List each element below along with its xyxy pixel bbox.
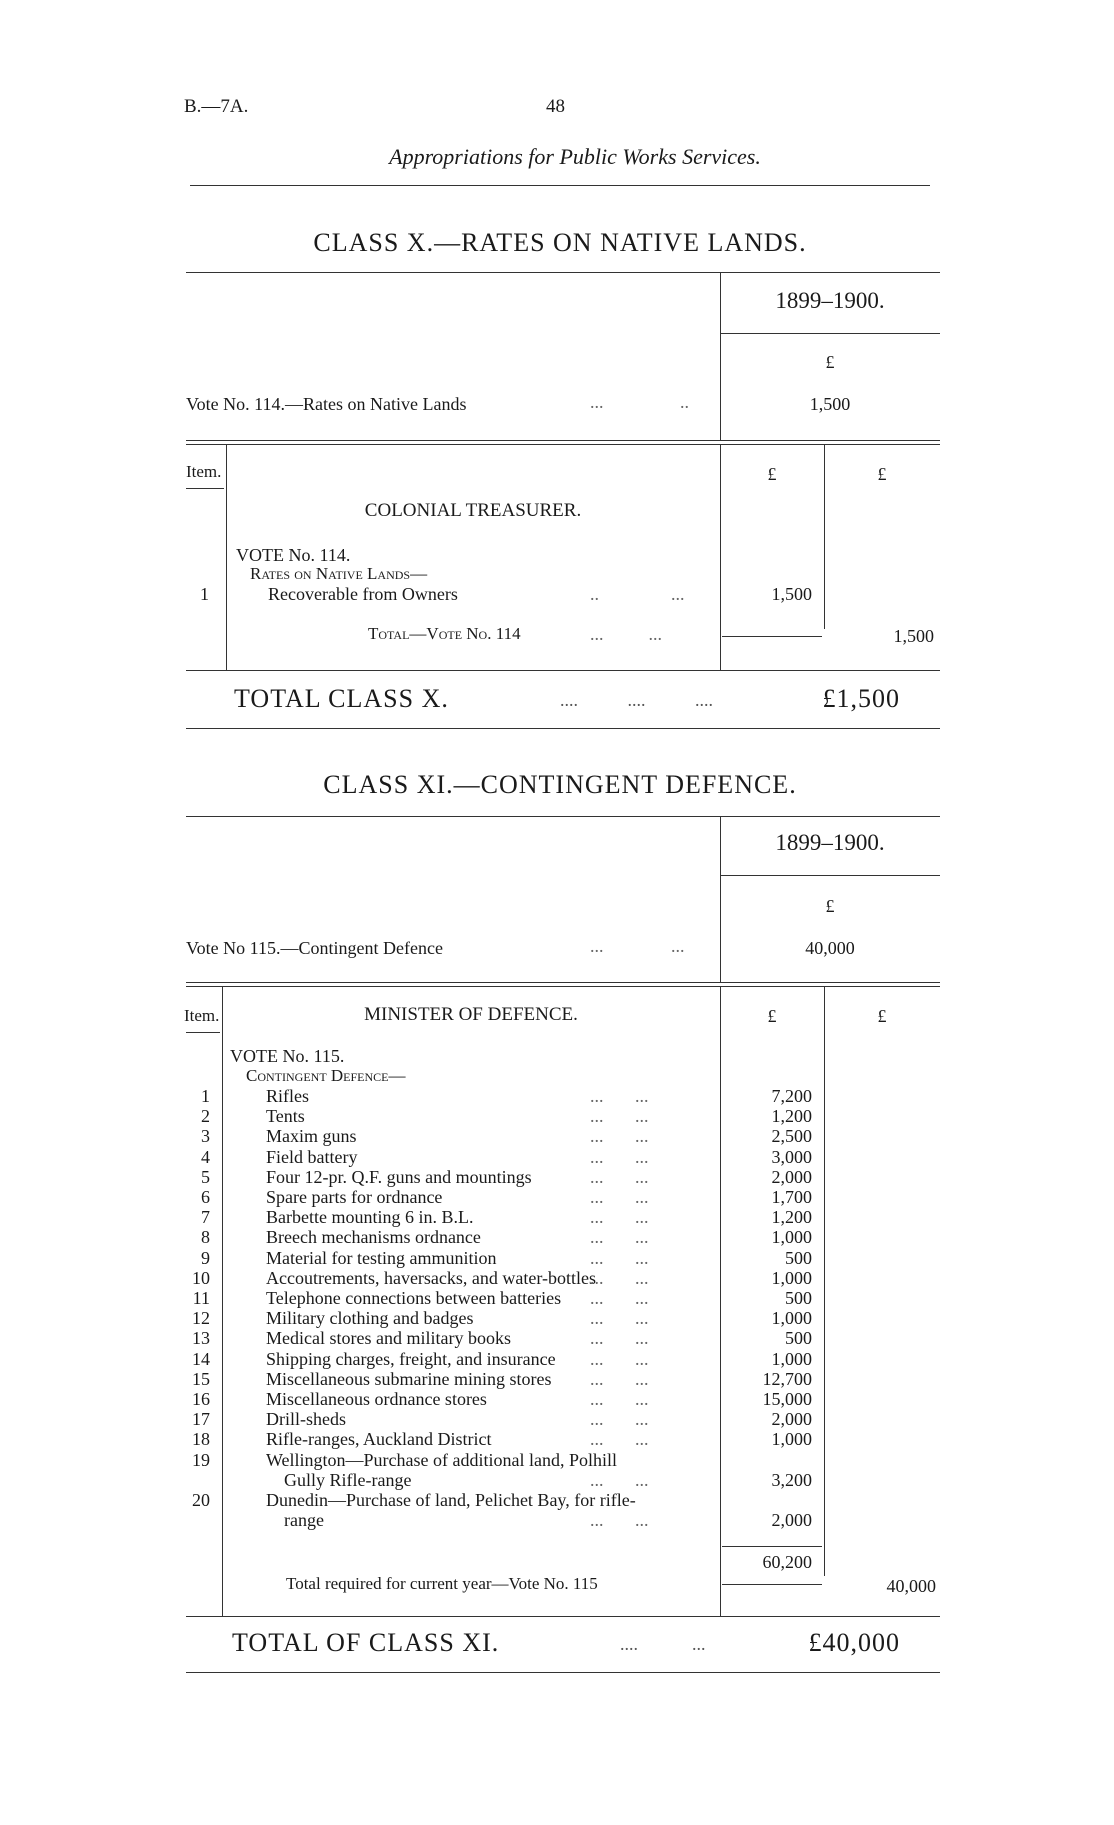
class-xi-vote-summary-label: Vote No 115.—Contingent Defence xyxy=(186,938,443,958)
class-xi-total-rule xyxy=(722,1584,822,1585)
class-xi-year-rule xyxy=(720,875,940,876)
class-xi-heading: CLASS XI.—CONTINGENT DEFENCE. xyxy=(323,770,797,799)
item-number: 18 xyxy=(192,1429,210,1450)
item-amount: 7,200 xyxy=(771,1086,812,1106)
item-amount: 500 xyxy=(785,1328,812,1349)
class-x-vote-summary-amount: 1,500 xyxy=(809,394,851,414)
leader-dots: ... ... xyxy=(590,1166,649,1187)
page-number: 48 xyxy=(546,96,565,117)
class-xi-class-total-label: TOTAL OF CLASS XI. xyxy=(232,1628,500,1657)
item-amount: 15,000 xyxy=(762,1389,812,1409)
item-number: 17 xyxy=(192,1409,210,1430)
item-description: Rifle-ranges, Auckland District xyxy=(266,1429,492,1450)
item-amount: 3,000 xyxy=(771,1146,812,1167)
leader-dots: ... ... xyxy=(590,1328,649,1349)
class-x-item-top-rule xyxy=(186,440,940,445)
class-x-class-total-label: TOTAL CLASS X. xyxy=(234,684,449,713)
item-description: Dunedin—Purchase of land, Pelichet Bay, for rifle- xyxy=(266,1490,636,1510)
item-amount: 1,000 xyxy=(771,1348,812,1369)
class-xi-amt2-col-rule xyxy=(824,986,825,1576)
class-xi-item-top-rule xyxy=(186,982,940,987)
leader-dots: ... ... xyxy=(590,936,685,956)
class-x-year: 1899–1900. xyxy=(775,288,885,313)
leader-dots: ... ... xyxy=(590,1368,649,1389)
class-xi-currency: £ xyxy=(825,896,835,916)
item-description-continued: Gully Rifle-range xyxy=(284,1469,412,1490)
leader-dots: ... ... xyxy=(590,1227,649,1248)
item-description: Field battery xyxy=(266,1146,358,1167)
class-x-vote-summary-label: Vote No. 114.—Rates on Native Lands xyxy=(186,394,467,414)
item-number: 15 xyxy=(192,1368,210,1389)
header-divider xyxy=(190,185,930,186)
item-amount: 1,200 xyxy=(771,1207,812,1228)
item-description: Drill-sheds xyxy=(266,1409,346,1430)
item-amount: 1,000 xyxy=(771,1308,812,1329)
leader-dots: ... ... xyxy=(590,1106,649,1127)
item-amount: 2,000 xyxy=(771,1510,812,1531)
class-x-top-rule xyxy=(186,272,940,273)
item-number: 20 xyxy=(192,1490,210,1510)
class-xi-subtotal-rule xyxy=(722,1546,822,1547)
item-number: 1 xyxy=(201,1086,210,1106)
item-description: Medical stores and military books xyxy=(266,1328,511,1349)
item-number: 19 xyxy=(192,1449,210,1470)
item-description: Four 12-pr. Q.F. guns and mountings xyxy=(266,1166,532,1187)
item-number: 12 xyxy=(192,1308,210,1329)
item-amount: 500 xyxy=(785,1247,812,1268)
class-x-department: COLONIAL TREASURER. xyxy=(364,500,582,521)
item-number: 9 xyxy=(201,1247,210,1268)
item-number: 10 xyxy=(192,1267,210,1288)
item-description: Shipping charges, freight, and insurance xyxy=(266,1348,556,1369)
class-xi-item-col-rule xyxy=(222,986,223,1616)
class-x-vote-title: VOTE No. 114. xyxy=(236,545,351,565)
item-number: 6 xyxy=(201,1187,210,1207)
item-amount: 2,000 xyxy=(771,1166,812,1187)
leader-dots: ... ... xyxy=(590,1429,649,1450)
leader-dots: ... ... xyxy=(590,1247,649,1268)
class-x-item-header: Item. xyxy=(186,462,222,481)
series-code: B.—7A. xyxy=(184,96,249,117)
leader-dots: ... ... xyxy=(590,1086,649,1106)
leader-dots: ... ... xyxy=(590,1267,649,1288)
class-x-item-bottom-rule xyxy=(186,670,940,671)
class-x-total-amount: 1,500 xyxy=(893,626,934,646)
item-amount: 1,000 xyxy=(771,1227,812,1248)
class-x-subhead: Rates on Native Lands— xyxy=(250,564,428,583)
item-description: Rifles xyxy=(266,1086,309,1106)
class-xi-vote-title: VOTE No. 115. xyxy=(230,1046,345,1066)
item-header-underline xyxy=(186,1032,220,1033)
item-description-continued: range xyxy=(284,1510,324,1531)
class-x-item-amount: 1,500 xyxy=(771,584,812,604)
class-x-total-label: Total—Vote No. 114 xyxy=(368,624,521,643)
class-xi-subhead: Contingent Defence— xyxy=(246,1066,406,1085)
item-amount: 500 xyxy=(785,1288,812,1308)
item-description: Telephone connections between batteries xyxy=(266,1288,562,1308)
class-xi-col1-currency: £ xyxy=(767,1006,777,1026)
leader-dots: .. ... xyxy=(590,584,685,604)
leader-dots: ... ... xyxy=(590,1207,649,1228)
class-x-heading: CLASS X.—RATES ON NATIVE LANDS. xyxy=(313,228,807,257)
class-xi-top-rule xyxy=(186,816,940,817)
item-amount: 12,700 xyxy=(762,1368,812,1389)
class-x-year-rule xyxy=(720,333,940,334)
class-x-currency: £ xyxy=(825,352,835,372)
item-description: Miscellaneous submarine mining stores xyxy=(266,1368,552,1389)
item-description: Spare parts for ordnance xyxy=(266,1187,443,1207)
item-number: 14 xyxy=(192,1348,210,1369)
item-header-underline xyxy=(186,488,224,489)
leader-dots: ... ... xyxy=(590,1308,649,1329)
class-xi-department: MINISTER OF DEFENCE. xyxy=(364,1004,578,1025)
item-number: 11 xyxy=(192,1288,210,1308)
item-description: Tents xyxy=(266,1106,305,1127)
leader-dots: ... ... xyxy=(590,1146,649,1167)
leader-dots: ... ... xyxy=(590,1348,649,1369)
class-xi-class-total-amount: £40,000 xyxy=(808,1628,900,1657)
running-title: Appropriations for Public Works Services. xyxy=(389,144,761,169)
class-x-end-rule xyxy=(186,728,940,729)
class-x-total-rule xyxy=(722,636,822,637)
item-description: Wellington—Purchase of additional land, Polhill xyxy=(266,1449,617,1470)
class-x-item-desc: Recoverable from Owners xyxy=(268,584,458,604)
item-amount: 3,200 xyxy=(771,1469,812,1490)
item-number: 3 xyxy=(201,1126,210,1147)
item-amount: 1,000 xyxy=(771,1429,812,1450)
leader-dots: .... ... xyxy=(620,1634,706,1654)
class-x-col1-currency: £ xyxy=(767,464,777,484)
class-xi-vote-summary-amount: 40,000 xyxy=(805,938,855,958)
leader-dots: ... ... xyxy=(590,1469,649,1490)
class-xi-total-amount: 40,000 xyxy=(886,1576,936,1596)
item-description: Maxim guns xyxy=(266,1126,357,1147)
item-amount: 2,500 xyxy=(771,1126,812,1147)
item-number: 16 xyxy=(192,1389,210,1409)
class-xi-total-label: Total required for current year—Vote No. 115 xyxy=(286,1574,598,1593)
item-number: 7 xyxy=(201,1207,210,1228)
leader-dots: ... .. xyxy=(590,392,689,412)
item-amount: 1,700 xyxy=(771,1187,812,1207)
item-amount: 2,000 xyxy=(771,1409,812,1430)
class-xi-end-rule xyxy=(186,1672,940,1673)
class-xi-item-bottom-rule xyxy=(186,1616,940,1617)
class-xi-col2-currency: £ xyxy=(877,1006,887,1026)
item-description: Barbette mounting 6 in. B.L. xyxy=(266,1207,474,1228)
leader-dots: ... ... xyxy=(590,1389,649,1409)
leader-dots: ... ... xyxy=(590,1409,649,1430)
item-number: 5 xyxy=(201,1166,210,1187)
item-amount: 1,200 xyxy=(771,1106,812,1127)
item-description: Miscellaneous ordnance stores xyxy=(266,1389,487,1409)
class-xi-year: 1899–1900. xyxy=(775,830,885,855)
leader-dots: ... ... xyxy=(590,1126,649,1147)
item-description: Material for testing ammunition xyxy=(266,1247,497,1268)
leader-dots: ... ... xyxy=(590,1288,649,1308)
item-description: Breech mechanisms ordnance xyxy=(266,1227,481,1248)
class-x-item-col-rule xyxy=(226,444,227,670)
leader-dots: ... ... xyxy=(590,624,662,644)
item-description: Military clothing and badges xyxy=(266,1308,474,1329)
item-number: 2 xyxy=(201,1106,210,1127)
item-amount: 1,000 xyxy=(771,1267,812,1288)
item-number: 13 xyxy=(192,1328,210,1349)
leader-dots: ... ... xyxy=(590,1510,649,1531)
class-x-class-total-amount: £1,500 xyxy=(822,684,900,713)
class-xi-subtotal: 60,200 xyxy=(762,1552,812,1572)
class-xi-item-header: Item. xyxy=(184,1006,220,1025)
item-description: Accoutrements, haversacks, and water-bottles xyxy=(266,1267,597,1288)
item-number: 4 xyxy=(201,1146,210,1167)
leader-dots: ... ... xyxy=(590,1187,649,1207)
item-number: 8 xyxy=(201,1227,210,1248)
leader-dots: .... .... .... xyxy=(560,690,713,710)
class-x-item-no: 1 xyxy=(200,584,209,604)
class-x-col2-currency: £ xyxy=(877,464,887,484)
